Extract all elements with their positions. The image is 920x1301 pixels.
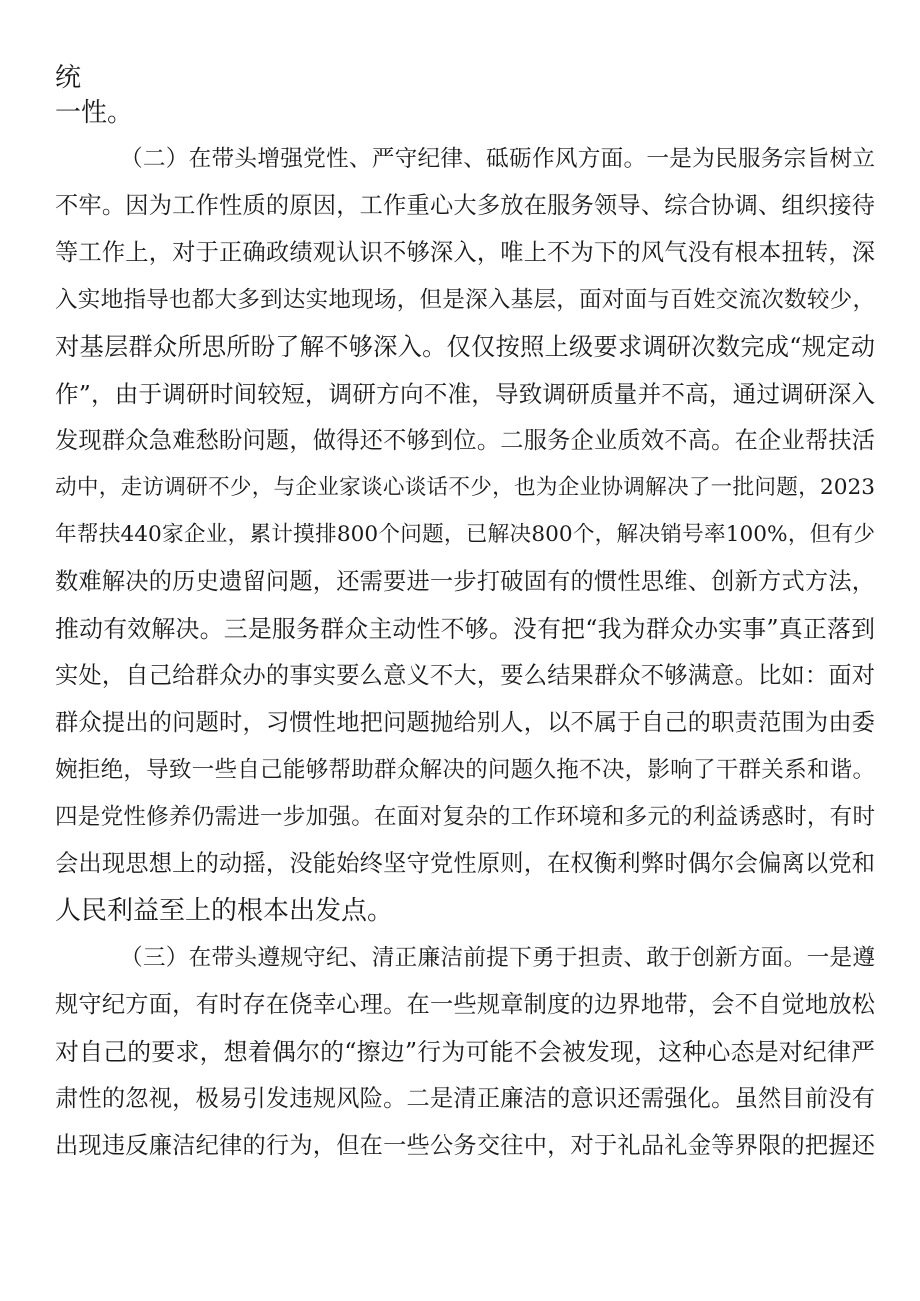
text-line: 实处，自己给群众办的事实要么意义不大，要么结果群众不够满意。比如：面对 xyxy=(55,662,875,689)
text-line: 数难解决的历史遗留问题，还需要进一步打破固有的惯性思维、创新方式方法， xyxy=(55,568,875,595)
text-line: 群众提出的问题时，习惯性地把问题抛给别人，以不属于自己的职责范围为由委 xyxy=(55,709,875,736)
text-line: 出现违反廉洁纪律的行为，但在一些公务交往中，对于礼品礼金等界限的把握还 xyxy=(55,1132,875,1159)
text-line: 人民利益至上的根本出发点。 xyxy=(55,896,394,926)
text-line: 一性。 xyxy=(55,98,134,128)
text-line: 不牢。因为工作性质的原因，工作重心大多放在服务领导、综合协调、组织接待 xyxy=(55,192,875,219)
text-line: 肃性的忽视，极易引发违规风险。二是清正廉洁的意识还需强化。虽然目前没有 xyxy=(55,1085,875,1112)
text-line: 年帮扶440家企业，累计摸排800个问题，已解决800个，解决销号率100%，但有少 xyxy=(55,522,875,547)
text-line: 对基层群众所思所盼了解不够深入。仅仅按照上级要求调研次数完成“规定动 xyxy=(55,332,875,361)
text-line: 统 xyxy=(55,63,82,93)
text-line: 对自己的要求，想着偶尔的“擦边”行为可能不会被发现，这种心态是对纪律严 xyxy=(55,1038,875,1066)
text-line: 等工作上，对于正确政绩观认识不够深入，唯上不为下的风气没有根本扭转，深 xyxy=(55,239,875,266)
text-line: 规守纪方面，有时存在侥幸心理。在一些规章制度的边界地带，会不自觉地放松 xyxy=(55,991,875,1018)
text-line: 四是党性修养仍需进一步加强。在面对复杂的工作环境和多元的利益诱惑时，有时 xyxy=(55,804,875,830)
paragraph-3-heading-line: （三）在带头遵规守纪、清正廉洁前提下勇于担责、敢于创新方面。一是遵 xyxy=(120,945,875,971)
text-line: 推动有效解决。三是服务群众主动性不够。没有把“我为群众办实事”真正落到 xyxy=(55,615,875,643)
text-line: 会出现思想上的动摇，没能始终坚守党性原则，在权衡利弊时偶尔会偏离以党和 xyxy=(55,850,875,877)
text-line: 入实地指导也都大多到达实地现场，但是深入基层，面对面与百姓交流次数较少， xyxy=(55,287,875,313)
text-line: 作”，由于调研时间较短，调研方向不准，导致调研质量并不高，通过调研深入 xyxy=(55,380,875,408)
paragraph-2-heading-line: （二）在带头增强党性、严守纪律、砥砺作风方面。一是为民服务宗旨树立 xyxy=(120,146,875,172)
text-line: 动中，走访调研不少，与企业家谈心谈话不少，也为企业协调解决了一批问题，2023 xyxy=(55,475,875,500)
text-line: 婉拒绝，导致一些自己能够帮助群众解决的问题久拖不决，影响了干群关系和谐。 xyxy=(55,757,875,783)
text-line: 发现群众急难愁盼问题，做得还不够到位。二服务企业质效不高。在企业帮扶活 xyxy=(55,427,875,454)
